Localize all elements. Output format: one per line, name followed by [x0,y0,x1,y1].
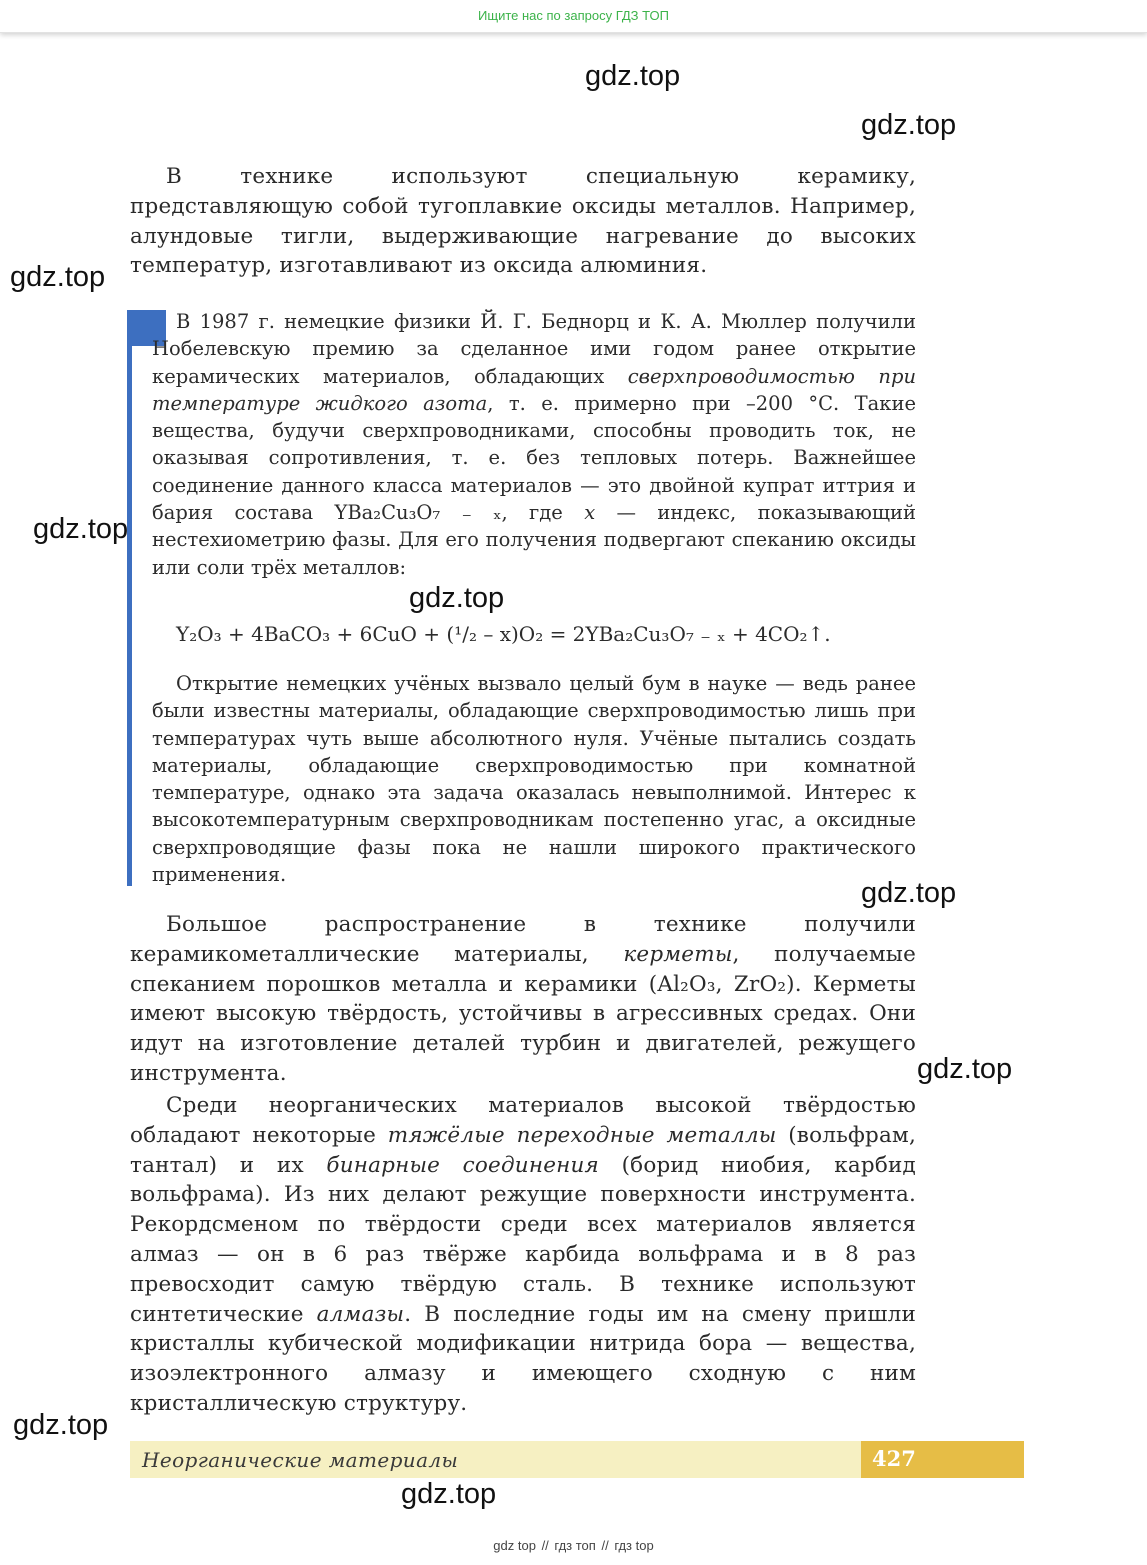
paragraph-text: . В последние годы им на смену пришли кристаллы кубической модификации нитрида бора — вещества, изоэлектронного алмазу и имеющего сходную с ним кристаллическую структуру. [130,1301,916,1416]
italic-term: алмазы [316,1301,405,1327]
watermark: gdz.top [409,582,505,614]
watermark: gdz.top [401,1478,497,1510]
footer-section-band [130,1441,861,1478]
page-number: 427 [872,1446,916,1471]
separator: // [601,1538,609,1553]
box-text: , где [501,501,585,525]
bottom-link[interactable]: гдз топ [554,1538,596,1553]
watermark: gdz.top [585,60,681,92]
box-text: В 1987 г. немецкие физики Й. Г. Беднорц и К. А. Мюллер получили Нобелевскую премию за сделанное ими годом ранее открытие керамических материалов, обладающих [152,310,916,388]
footer-page-box [861,1441,1024,1478]
paragraph-cermets [130,910,916,1089]
paragraph-text: (вольфрам, тантал) и их [130,1122,916,1178]
box-italic-term: сверхпроводимостью при температуре жидкого азота [152,364,916,415]
paragraph-ceramics [130,162,916,281]
bottom-link[interactable]: gdz top [493,1538,536,1553]
bottom-links [0,1538,1147,1553]
box-text: Открытие немецких учёных вызвало целый бум в науке — ведь ранее были известны материалы, обладающие сверхпроводимостью лишь при температурах чуть выше абсолютного нуля. Учёные пытались создать материалы, обладающие сверхпроводимостью при комнатной температуре, однако эта задача оказалась невыполнимой. Интерес к высокотемпературным сверхпроводникам постепенно угас, а оксидные сверхпроводящие фазы пока не нашли широкого практического применения. [152,672,916,887]
formula: Al₂O₃, ZrO₂ [657,971,787,997]
box-variable: x [584,501,596,525]
paragraph-text: Большое распространение в технике получили керамикометаллические материалы, [130,912,916,967]
watermark: gdz.top [861,877,957,909]
paragraph-hard-materials [130,1091,916,1419]
watermark: gdz.top [33,513,129,545]
watermark: gdz.top [10,261,106,293]
paragraph-text: , получаемые спеканием порошков металла и керамики ( [130,941,916,997]
italic-term: тяжёлые переходные металлы [387,1122,777,1148]
watermark: gdz.top [917,1053,1013,1085]
paragraph-ceramics-text: В технике используют специальную керамику, представляющую собой тугоплавкие оксиды металлов. Например, алундовые тигли, выдерживающие нагревание до высоких температур, изготавливают из оксида алюминия. [130,164,916,279]
box-text: , т. е. примерно при –200 °С. Такие вещества, будучи сверхпроводниками, способны проводить ток, не оказывая сопротивления, т. е. без тепловых потерь. Важнейшее соединение данного класса материалов — это двойной купрат иттрия и бария состава [152,391,917,525]
watermark: gdz.top [861,109,957,141]
footer-section-title: Неорганические материалы [142,1448,459,1472]
paragraph-text: ). Керметы имеют высокую твёрдость, устойчивы в агрессивных средах. Они идут на изготовление деталей турбин и двигателей, режущего инструмента. [130,971,916,1086]
top-banner [0,0,1147,33]
italic-term: керметы [623,941,733,967]
separator: // [541,1538,549,1553]
info-box-paragraph-2 [152,670,916,888]
box-formula: YBa₂Cu₃O₇ ₋ ₓ [334,501,502,525]
paragraph-text: (борид ниобия, карбид вольфрама). Из них делают режущие поверхности инструмента. Рекордсменом по твёрдости среди всех материалов является алмаз — он в 6 раз твёрже карбида вольфрама и в 8 раз превосходит самую твёрдую сталь. В технике используют синтетические [130,1152,916,1327]
box-text: — индекс, показывающий нестехиометрию фазы. Для его получения подвергают спеканию оксиды или соли трёх металлов: [152,501,917,579]
bottom-link[interactable]: гдз top [614,1538,654,1553]
info-box-paragraph-1 [152,308,916,581]
paragraph-text: Среди неорганических материалов высокой твёрдостью обладают некоторые [130,1093,916,1148]
sidebar-accent-rule [127,310,132,886]
watermark: gdz.top [13,1409,109,1441]
italic-term: бинарные соединения [326,1152,599,1178]
top-banner-text[interactable]: Ищите нас по запросу ГДЗ ТОП [478,8,669,23]
chemical-equation: Y₂O₃ + 4BaCO₃ + 6CuO + (¹/₂ – x)O₂ = 2YBa₂Cu₃O₇ ₋ ₓ + 4CO₂↑. [176,622,831,646]
